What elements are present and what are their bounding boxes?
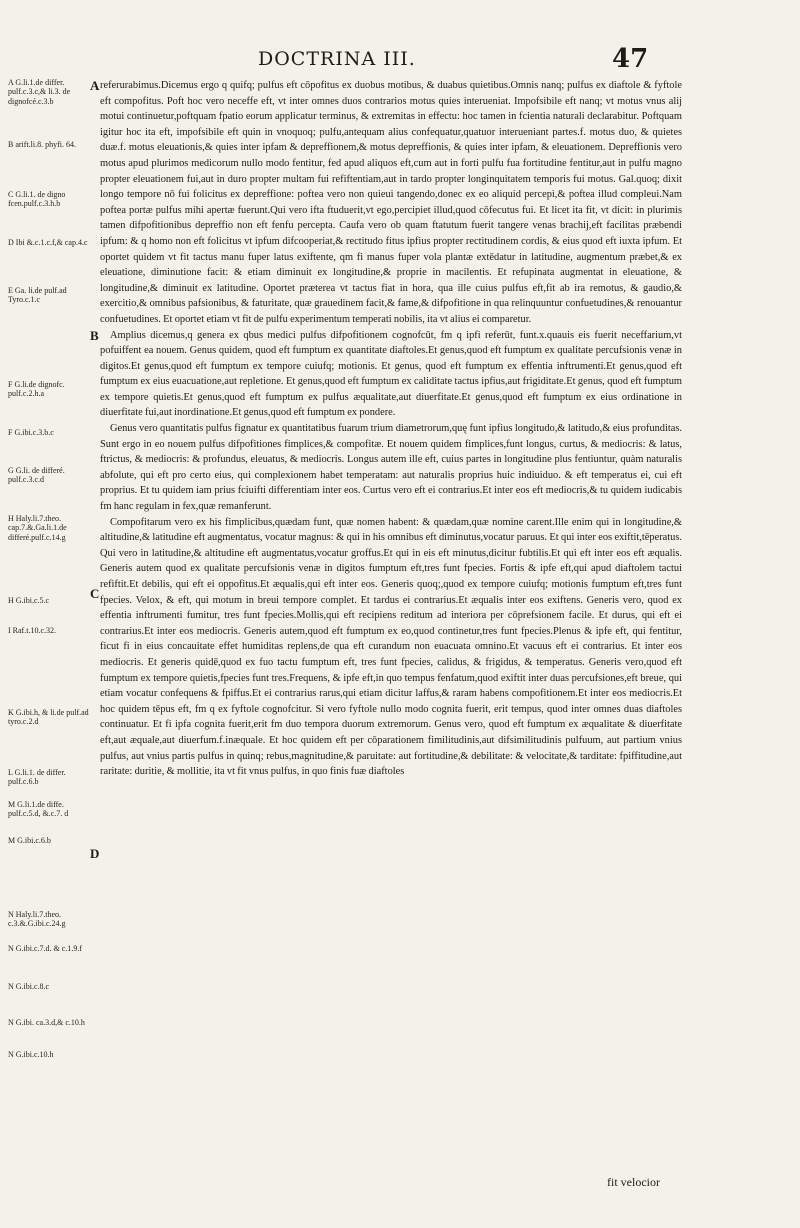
margin-note: C G.li.1. de digno fcen.pulf.c.3.h.b [8,190,66,209]
page-number: 47 [612,44,649,74]
margin-note: N G.ibi.c.7.d. & c.1.9.f [8,944,82,953]
paragraph: Compofitarum vero ex his fimplicibus,quædam funt, quæ nomen habent: & quædam,quæ nomine carent.Ille enim qui in longitudine,& altitudine,& latitudine eft augmentatus, vocatur magnus: & qui in his omnibus eft diminutus,vocatur paruus. Et qui inter eos exiftit,tēperatus. Qui vero in latitudine,& altitudine eft augmentatus,vocatur groffus.Et qui in eis eft minutus,dicitur fubtilis.Et qui eft inter eos eft æqualis. Generis autem quod ex qualitate percufsionis venæ in digitos fumptum eft,tres funt fpecies. Fortis & ipfe eft,qui apud diaftolem tactui refiftit.Et debilis, qui eft ei oppofitus.Et æqualis,qui eft inter eos. Generis quoq;,quod ex tempore cuiufq; motionis fumptum eft,tres funt fpecies. Velox, & eft, qui motum in breui tempore complet. Et tardus ei contrarius.Et æqualis inter eos exiftens. Generis vero, quod ex effentia inftrumenti fumitur, tres funt fpecies.Mollis,qui eft recipiens reditum ad interiora per cōprefsionem facile. Et durus, qui eft ei contrarius.Et inter eos mediocris. Generis autem,quod eft fumptum ex eo,quod continetur,tres funt fpecies.Plenus & ipfe eft, qui fentitur, ficut fi in eius concauitate effet humiditas replens,de qua eft curandum non euacuata omnino.Et vacuus eft ei contrarius. Et inter eos mediocris. Et generis quidē,quod ex fuo tactu fumptum eft, tres funt fpecies, calidus, & frigidus, & temperatus. Generis vero,quod eft fumptum ex tempore quietis,fpecies funt tres.Frequens, & ipfe eft,in quo tempus fenfatum,quod exiftit inter duas percufsiones,eft breue, qui etiam vocatur confequens & fpiffus.Et ei contrarius rarus,qui etiam dicitur laffus,& raram habens compofitionem.Et inter eos mediocris.Et hoc quidem tēpus eft, fm q ex fyftole cognofcitur. Si vero fyftole nullo modo cognita fuerit, erit tempus, quod inter omnes duas diaftoles continuatur. Et fi ipfa cognita fuerit,erit fm duo tempora duorum extremorum. Genus vero, quod eft fumptum ex æqualitate & diuerfitate eft,aut æquale,aut diuerfum.f.inæquale. Et hoc quidem eft per cōparationem fimilitudinis,aut difsimilitudinis pulfuum, aut partium vnius pulfus, aut vnius partis pulfus in quinq; rebus,magnitudine,& paruitate: aut fortitudine,& debilitate: & velocitate,& tarditate: fpiffitudine,aut raritate: duritie, & mollitie, ita vt fit vnus pulfus, in quo finis fuæ diaftoles [100,516,682,778]
main-text [100,78,682,1198]
margin-note: B arift.li.8. phyfi. 64. [8,140,76,149]
paragraph: Genus vero quantitatis pulfus fignatur ex quantitatibus fuarum trium diametrorum,quę funt ipfius longitudo,& latitudo,& eius profunditas. Sunt ergo in eo nouem pulfus difpofitiones fimplices,& compofitæ. Et nouem quidem fimplices,funt longus, curtus, & mediocris: & latus, ftrictus, & mediocris: & profundus, eleuatus, & mediocris. Longus autem ille eft, cuius partes in longitudine plus fentiuntur, quàm naturalis abfolute, qui eft pro certo eius, qui complexionem habet temperatam: aut naturalis proprius huic indiuiduo. & eft temperatus ei, cui eft proprius. Et tu quidem iam prius fciuifti differentiam inter eos. Curtus vero eft ei contrarius.Et inter eos eft mediocris,& tu quidem iudicabis fm hanc regulam in fex,quæ remanferunt. [100,423,682,513]
margin-note: E Ga. li.de pulf.ad Tyro.c.1.c [8,286,67,305]
margin-note: N G.ibi.c.10.h [8,1050,54,1059]
section-letter-a: A [90,78,100,93]
section-letter-b: B [90,328,99,343]
margin-note: G G.li. de differé. pulf.c.3.c.d [8,466,65,485]
margin-note: F G.li.de dignofc. pulf.c.2.h.a [8,380,65,399]
margin-note: M G.li.1.de diffe. pulf.c.5.d, &.c.7. d [8,800,69,819]
section-letter-d: D [90,846,100,861]
margin-note: N G.ibi.c.8.c [8,982,50,991]
running-title: DOCTRINA III. [258,48,416,70]
margin-note: N G.ibi. ca.3.d,& c.10.h [8,1018,85,1027]
margin-note: H Haly.li.7.theo. cap.7.&.Ga.li.1.de differé.pulf.c.14.g [8,514,67,542]
paragraph: Amplius dicemus,q genera ex qbus medici pulfus difpofitionem cognofcūt, fm q ipfi referūt, funt.x.quauis eis fuerit neceffarium,vt pofuiffent ea nouem. Genus quidem, quod eft fumptum ex quantitate diaftoles.Et genus,quod eft fumptum ex qualitate percufsionis venæ in digitos.Et genus,quod eft fumptum ex tempore cuiufq; motionis. Et genus, quod eft fumptum ex effentia inftrumenti.Et genus,quod eft fumptum ex eius euacuatione,aut repletione. Et genus,quod eft fumptum ex caliditate tactus ipfius,aut frigiditate.Et genus, quod eft fumptum ex tempore quietis.Et genus,quod eft fumptum ex pulfus æqualitate,aut diuerfitate.Et genus,quod eft fumptum ex eius ordinatione in diuerfitate fui,aut inordinatione.Et genus,quod eft fumptum ex pondere. [100,329,682,419]
margin-note: N Haly.li.7.theo. c.3.&.G.ibi.c.24.g [8,910,66,929]
margin-note: I Raf.t.10.c.32. [8,626,56,635]
margin-note: F G.ibi.c.3.b.c [8,428,54,437]
margin-note: L G.li.1. de differ. pulf.c.6.b [8,768,66,787]
margin-note: H G.ibi.c.5.c [8,596,50,605]
margin-notes [8,78,92,1198]
margin-note: D Ibi &.c.1.c.f,& cap.4.c [8,238,88,247]
catchword: fit velocior [607,1175,660,1189]
paragraph: referurabimus.Dicemus ergo q quifq; pulfus eft cōpofitus ex duobus motibus, & duabus quietibus.Omnis nanq; pulfus ex diaftole & fyftole eft compofitus. Poft hoc vero neceffe eft, vt inter omnes duos contrarios motus quies interueniat. Impofsibile eft nanq; vt motus vnus alij motui continuetur,poftquam fpatio eorum applicatur terminus, & extremitas in effectu: hoc tamen in fcientia naturali declarabitur. Poftquam igitur hoc ita eft, impofsibile eft quin in vnoquoq; pulfu,antequam alius confequatur,quatuor interueniant partes.f. motus duo, & quietes duæ.f. motus eleuationis,& quies inter ipfam & depreffionem,& motus depreffionis, & quies inter ipfam, & eleuationem. Depreffionis vero motus apud plurimos medicorum nullo modo fentitur, fed apud aliquos eft,cum aut in forti pulfu fua fortitudine fentitur,aut in pulfu magno propter eleuationem fui,aut in duro propter multam fui refiftentiam,aut in tardo propter longinquitatem temporis fui motus. Gal.quoq; dixit longo tempore nō fui folicitus ex depreffione: poftea vero non quieui tangendo,donec ex eo aliquid percepi,& poftea illud compleui.Nam poftea portæ pulfus mihi apertæ fuerunt.Qui vero ifta ftuduerit,vt ego,percipiet illud,quod cōfecutus fui. Et licet ita fit, vt dicit: in plurimis tamen difpofitionibus depreffio non eft fenfu percepta. Caufa vero ob quam ftatutum fuerit tangere venas brachij,eft facilitas præbendi ipfum: & q homo non eft folicitus vt ipfum difcooperiat,& rectitudo fitus ipfius propter rectitudinem cordis, & eius quod eft iuxta ipfum. Et oportet quidem vt fit tactus manu fuper latus exiftente, qm fi manus fuper vola plantæ extēdatur in latitudine, augmentum præbet,& ex eleuatione, diminutione facit: & etiam diminuit ex longitudine,& proprie in macilentis. Et refupinata augmentat in eleuatione, & longitudine,& diminuit ex latitudine. Oportet præterea vt tactus fiat in hora, qua ille cuius pulfus eft,fit ab ira remotus, & gaudio,& exercitio,& omnibus pafsionibus, & faturitate, quæ grauedinem facit,& fame,& difpofitione in qua relinquuntur confuetudines,& renouantur confuetudines. Et oportet etiam vt fit de pulfu experimentum temperati nobilis, ita vt alius ei comparetur. [100,80,682,325]
margin-note: A G.li.1.de differ. pulf.c.3.c,& li.3. de dignofcé.c.3.b [8,78,71,106]
margin-note: M G.ibi.c.6.b [8,836,51,845]
margin-note: K G.ibi.h, & li.de pulf.ad tyro.c.2.d [8,708,89,727]
section-letter-c: C [90,586,100,601]
